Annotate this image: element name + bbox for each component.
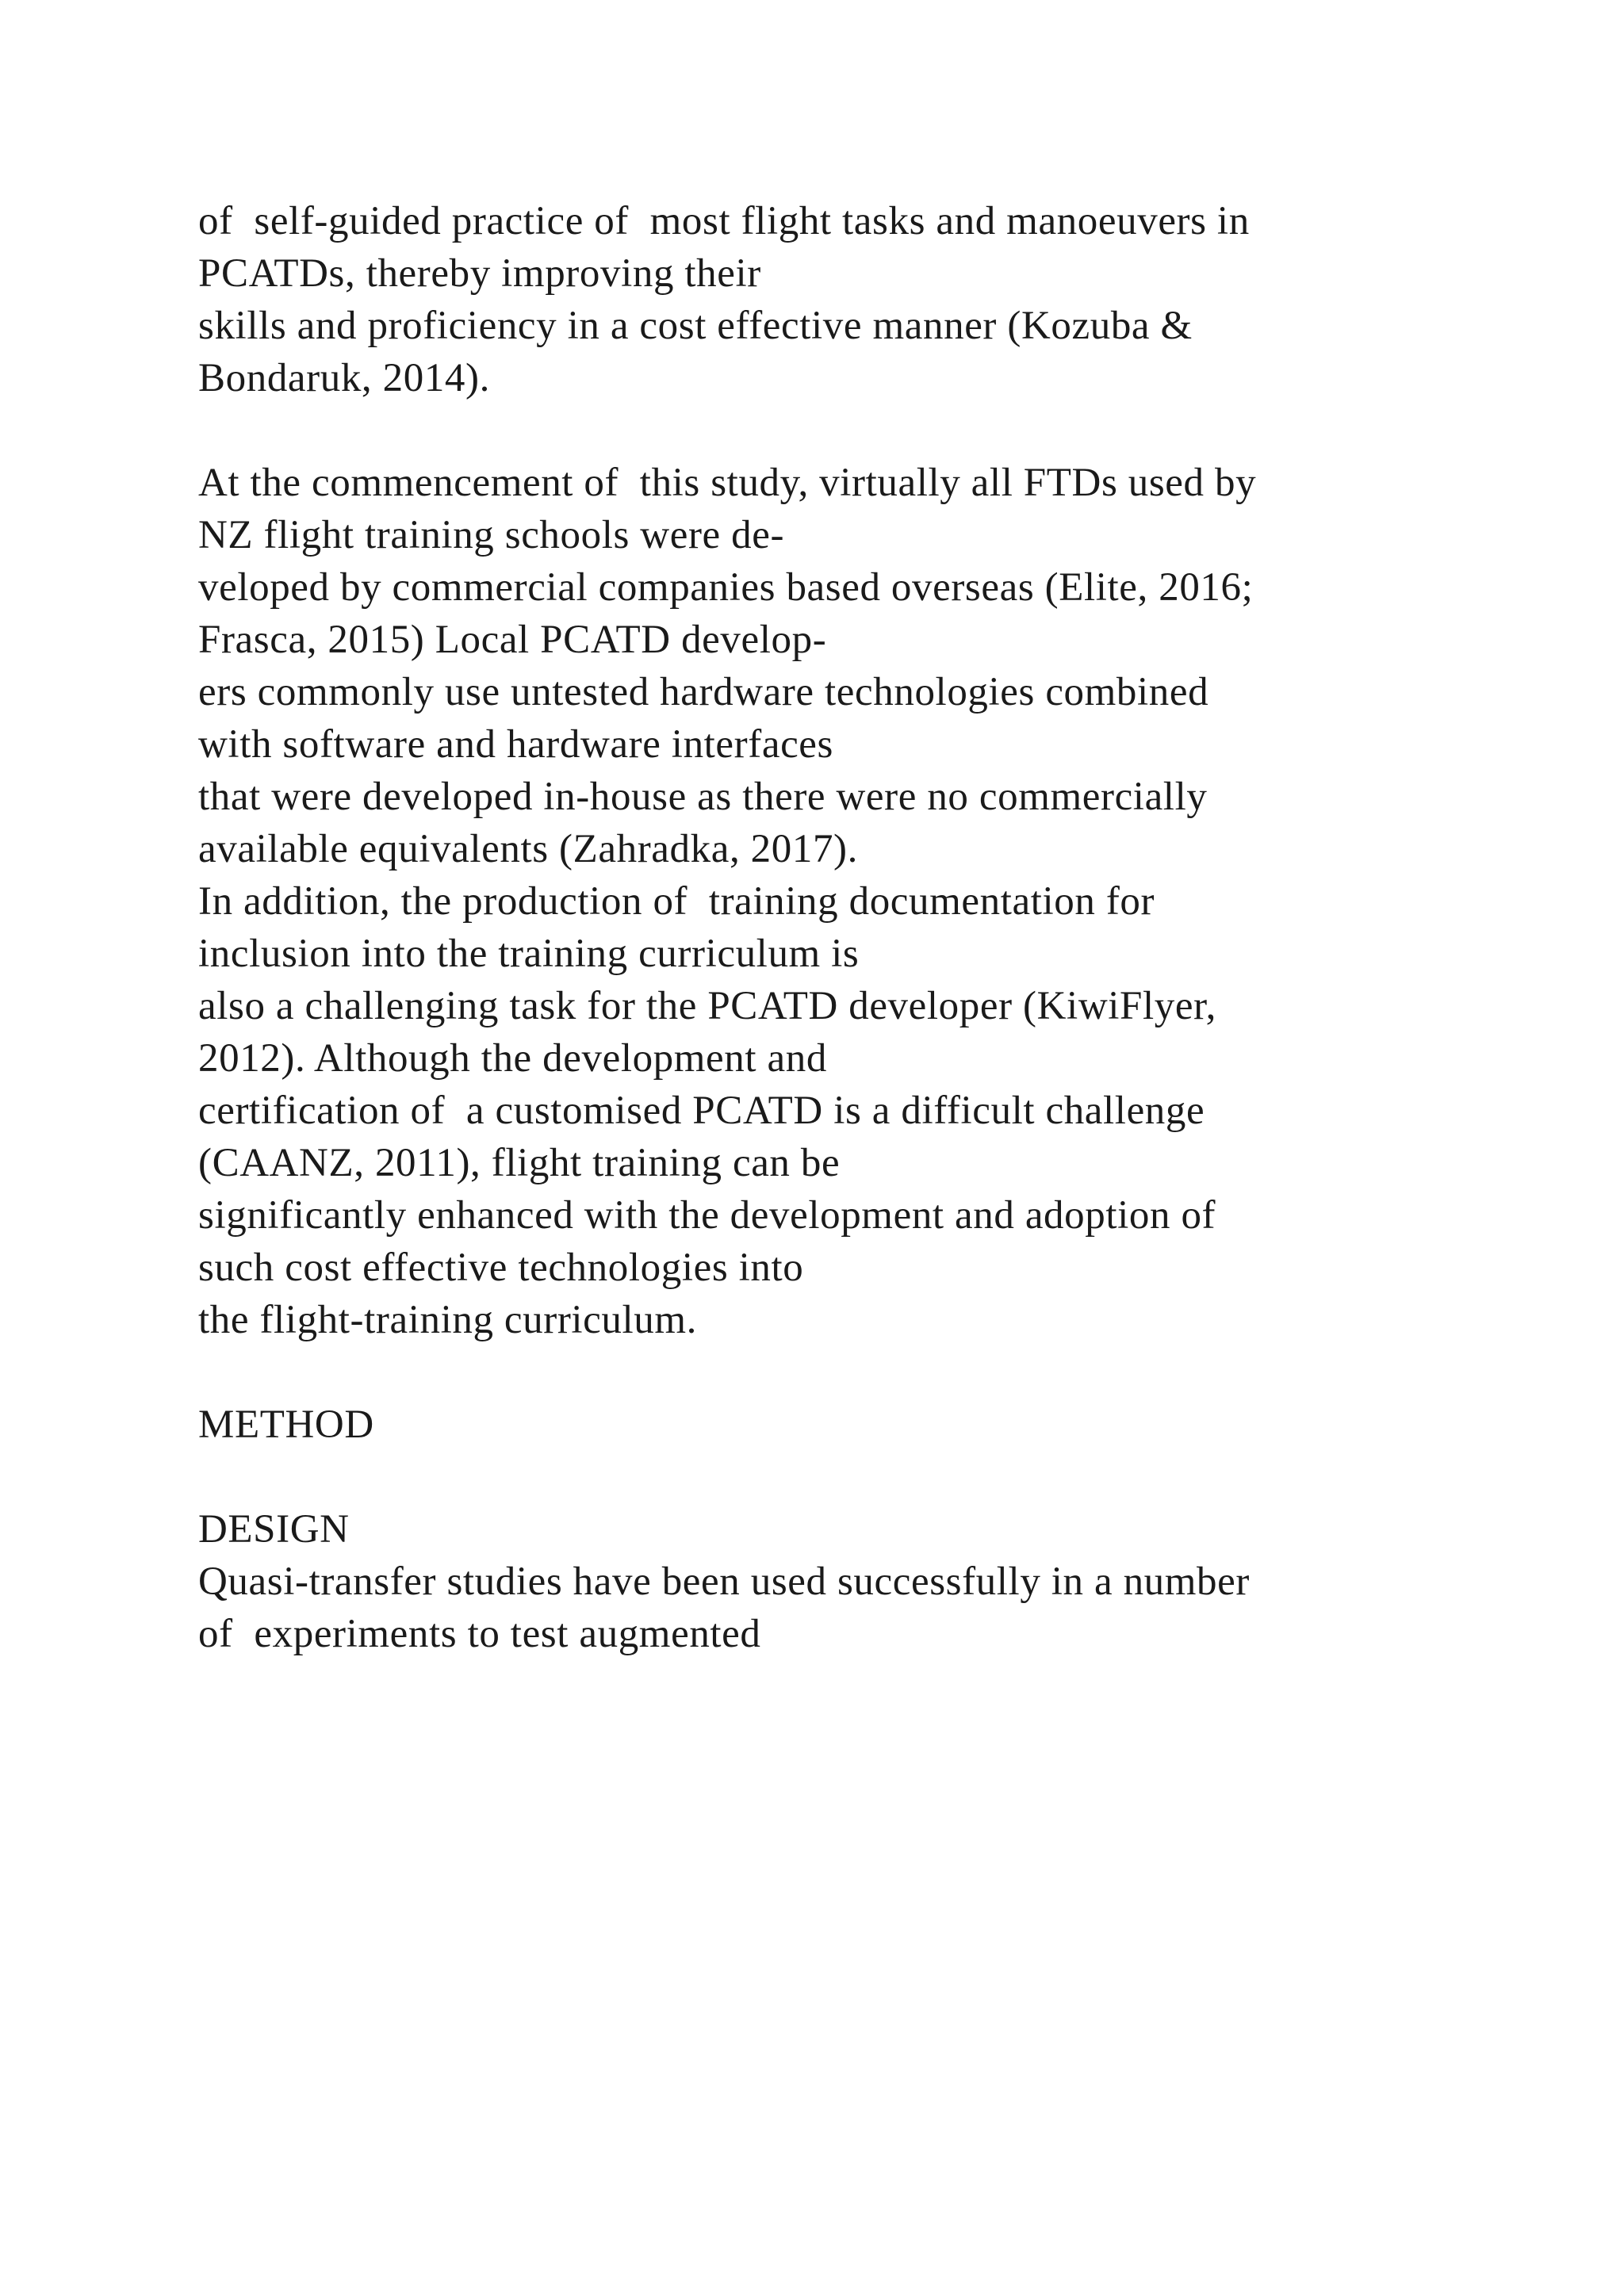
text-line-16: also a challenging task for the PCATD developer (KiwiFlyer, bbox=[198, 984, 1216, 1028]
text-line-21: such cost effective technologies into bbox=[198, 1246, 804, 1290]
text-line-8: veloped by commercial companies based overseas (Elite, 2016; bbox=[198, 565, 1254, 610]
text-line-2: PCATDs, thereby improving their bbox=[198, 251, 761, 296]
text-line-10: ers commonly use untested hardware technologies combined bbox=[198, 670, 1209, 714]
text-line-17: 2012). Although the development and bbox=[198, 1036, 827, 1081]
text-line-28: of experiments to test augmented bbox=[198, 1612, 761, 1656]
text-line-18: certification of a customised PCATD is a difficult challenge bbox=[198, 1089, 1205, 1133]
document-page bbox=[198, 195, 1594, 1660]
text-line-12: that were developed in-house as there were no commercially bbox=[198, 775, 1208, 819]
blank-line bbox=[198, 1451, 1594, 1503]
text-line-4: Bondaruk, 2014). bbox=[198, 356, 490, 400]
blank-line bbox=[198, 1346, 1594, 1399]
text-line-6: At the commencement of this study, virtually all FTDs used by bbox=[198, 461, 1257, 505]
text-line-14: In addition, the production of training documentation for bbox=[198, 879, 1155, 924]
text-line-11: with software and hardware interfaces bbox=[198, 722, 833, 767]
text-line-7: NZ flight training schools were de- bbox=[198, 513, 785, 557]
section-heading-design: DESIGN bbox=[198, 1507, 350, 1552]
text-line-22: the flight-training curriculum. bbox=[198, 1298, 698, 1342]
text-line-27: Quasi-transfer studies have been used successfully in a number bbox=[198, 1559, 1250, 1604]
text-line-15: inclusion into the training curriculum is bbox=[198, 932, 860, 976]
section-heading-method: METHOD bbox=[198, 1402, 374, 1447]
text-line-13: available equivalents (Zahradka, 2017). bbox=[198, 827, 858, 871]
text-line-19: (CAANZ, 2011), flight training can be bbox=[198, 1141, 841, 1185]
blank-line bbox=[198, 404, 1594, 457]
text-line-1: of self-guided practice of most flight tasks and manoeuvers in bbox=[198, 199, 1250, 243]
text-line-9: Frasca, 2015) Local PCATD develop- bbox=[198, 618, 827, 662]
text-line-3: skills and proficiency in a cost effective manner (Kozuba & bbox=[198, 304, 1193, 348]
text-line-20: significantly enhanced with the development and adoption of bbox=[198, 1193, 1216, 1238]
